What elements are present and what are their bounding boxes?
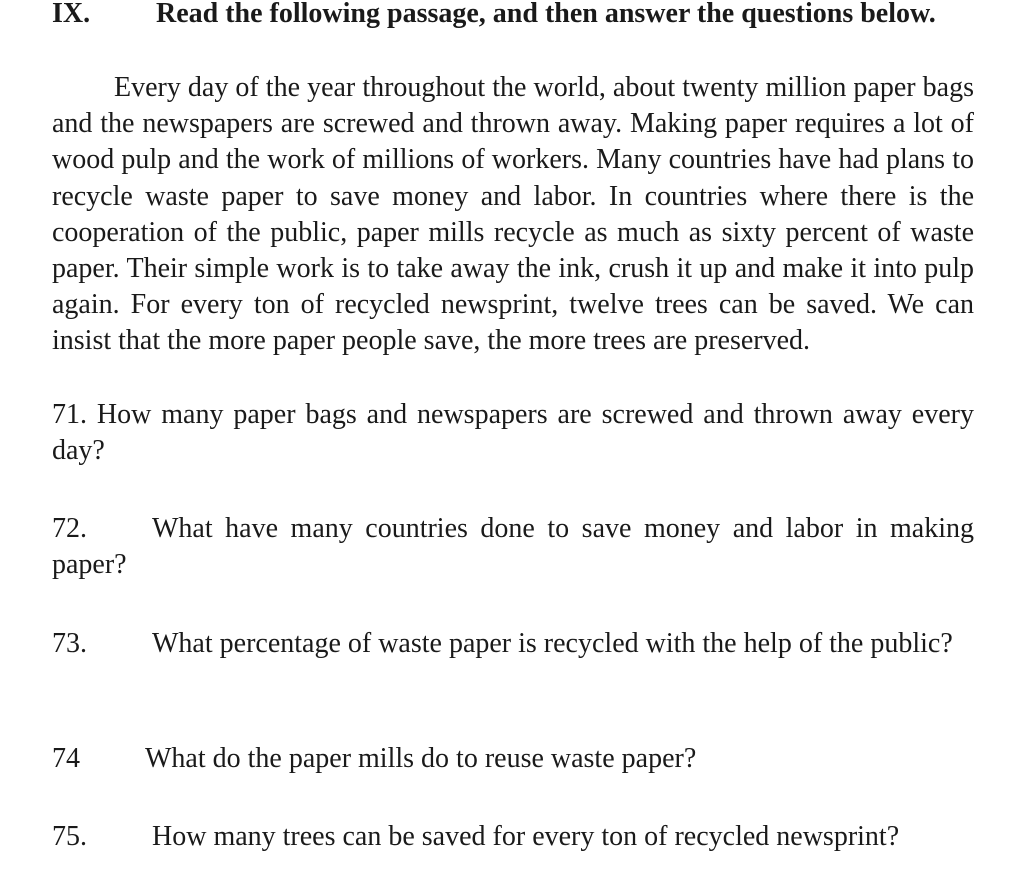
reading-passage: Every day of the year throughout the world, about twenty million paper bags and the newspapers are screwed and thrown away. Making paper requires a lot of wood pulp and the work of millions of workers. Many countries have had plans to recycle waste paper to save money and labor. In countries where there is the cooperation of the public, paper mills recycle as much as sixty percent of waste paper. Their simple work is to take away the ink, crush it up and make it into pulp again. For every ton of recycled newsprint, twelve trees can be saved. We can insist that the more paper people save, the more trees are preserved. — [52, 72, 974, 357]
section-number: IX. — [52, 0, 91, 29]
question-72 — [52, 511, 974, 583]
question-74 — [52, 741, 974, 777]
question-text: What do the paper mills do to reuse waste paper? — [145, 743, 697, 774]
question-number: 75. — [52, 821, 87, 852]
question-71 — [52, 397, 974, 469]
question-75 — [52, 819, 974, 855]
question-73 — [52, 626, 974, 662]
question-number: 71. — [52, 399, 87, 430]
question-number: 72. — [52, 513, 87, 544]
section-instruction: Read the following passage, and then answer the questions below. — [156, 0, 936, 29]
question-text: How many trees can be saved for every ton of recycled newsprint? — [152, 821, 900, 852]
question-text: How many paper bags and newspapers are screwed and thrown away every day? — [52, 399, 974, 466]
section-heading — [52, 0, 974, 31]
question-number: 73. — [52, 628, 87, 659]
question-number: 74 — [52, 743, 80, 774]
question-text: What have many countries done to save money and labor in making paper? — [52, 513, 974, 580]
question-text: What percentage of waste paper is recycled with the help of the public? — [152, 628, 953, 659]
